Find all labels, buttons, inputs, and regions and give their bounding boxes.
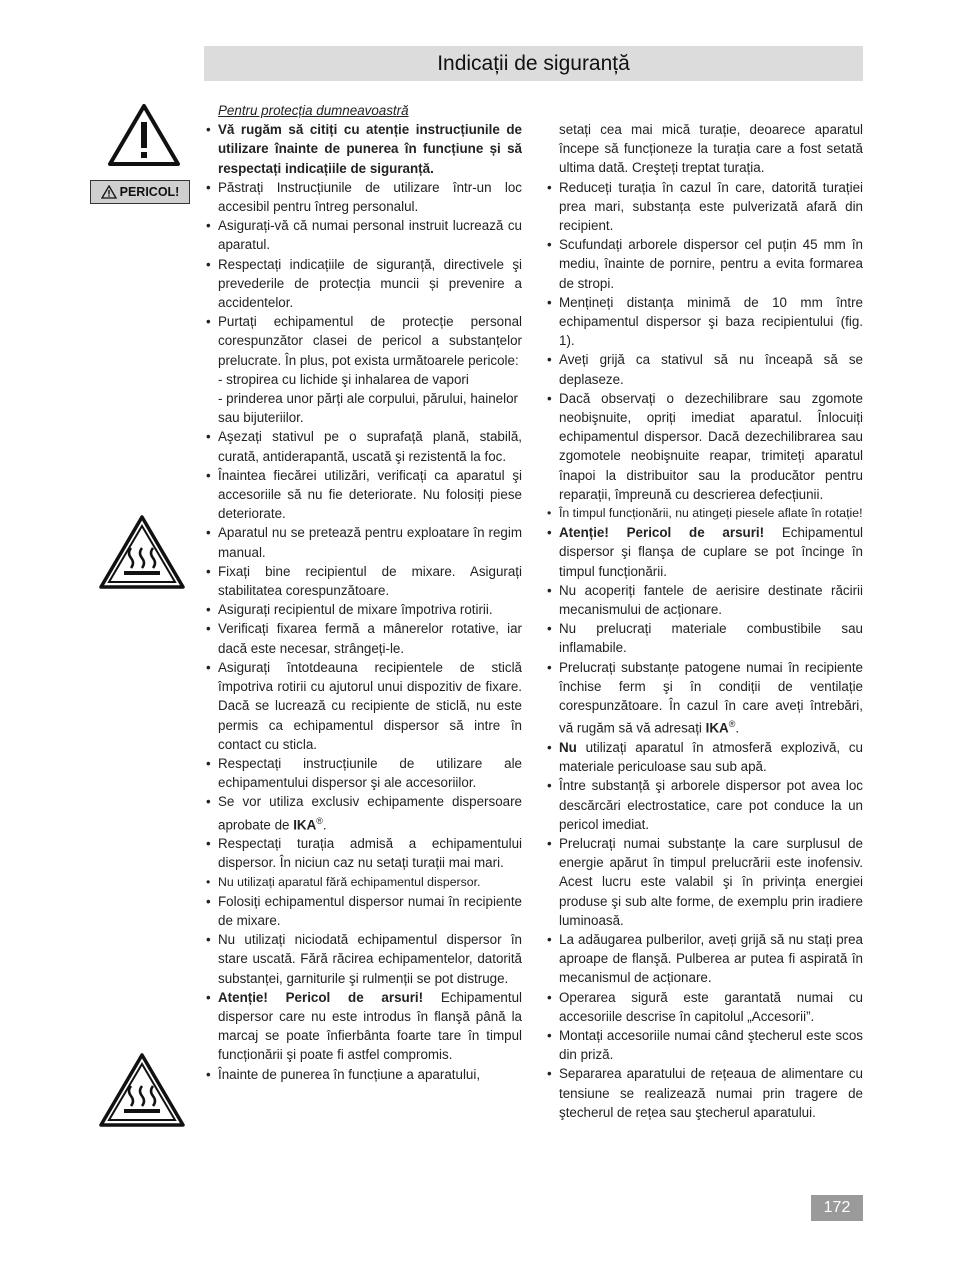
bullet-icon: • <box>206 1066 211 1082</box>
item-text: Folosiți echipamentul dispersor numai în recipiente de mixare. <box>218 893 522 928</box>
list-item <box>204 873 522 892</box>
sub-item: - prinderea unor părți ale corpului, părului, hainelor sau bijuteriilor. <box>218 391 518 426</box>
list-item <box>545 619 863 657</box>
item-text: Înainte de punerea în funcțiune a aparatului, <box>218 1066 481 1082</box>
bullet-icon: • <box>206 122 211 138</box>
list-item <box>204 255 522 313</box>
item-text: Scufundați arborele dispersor cel puțin 45 mm în mediu, înainte de pornire, pentru a evita formarea de stropi. <box>559 237 863 291</box>
item-text: Se vor utiliza exclusiv echipamente dispersoare aprobate de <box>218 794 522 832</box>
page-title-bar <box>204 46 863 81</box>
list-item <box>545 178 863 236</box>
item-text: Verificați fixarea fermă a mânerelor rotative, iar dacă este necesar, strângeți-le. <box>218 621 522 656</box>
bullet-icon: • <box>547 179 552 195</box>
item-tail: . <box>322 816 327 832</box>
list-item <box>545 235 863 293</box>
warning-small-icon <box>101 185 117 199</box>
list-item <box>545 834 863 930</box>
list-item <box>204 792 522 834</box>
item-text: Fixați bine recipientul de mixare. Asigurați stabilitatea corespunzătoare. <box>218 563 522 599</box>
item-text: Respectați indicațiile de siguranță, directivele şi prevederile de protecția muncii și prevenire a accidentelor. <box>218 256 522 311</box>
item-text: Nu utilizați aparatul fără echipamentul dispersor. <box>218 874 481 889</box>
bullet-icon: • <box>206 932 211 948</box>
bullet-icon: • <box>206 525 211 541</box>
item-text: Păstrați Instrucțiunile de utilizare într-un loc accesibil pentru întreg personalul. <box>218 179 522 215</box>
list-item <box>204 216 522 254</box>
bullet-icon: • <box>547 932 552 947</box>
brand-name: IKA <box>293 816 317 832</box>
item-text: utilizați aparatul în atmosferă explozivă, cu materiale periculoase sau sub apă. <box>559 739 863 775</box>
item-text: Nu prelucrați materiale combustibile sau inflamabile. <box>559 621 863 656</box>
hot-surface-icon <box>98 514 186 590</box>
page-title: Indicații de siguranță <box>437 51 630 75</box>
item-emphasis: Nu <box>559 739 577 755</box>
right-column <box>545 120 863 1122</box>
bullet-icon: • <box>206 621 211 637</box>
bullet-icon: • <box>547 835 552 851</box>
bullet-icon: • <box>547 1066 552 1082</box>
bullet-icon: • <box>547 525 552 541</box>
right-safety-list <box>545 178 863 1122</box>
section-lead: Pentru protecția dumneavoastră <box>218 103 409 118</box>
list-item <box>204 892 522 930</box>
list-item <box>204 466 522 524</box>
item-text: Mențineți distanța minimă de 10 mm între echipamentul dispersor şi baza recipientului (fig. 1). <box>559 294 863 349</box>
list-item <box>204 619 522 657</box>
item-text: Respectați instrucțiunile de utilizare ale echipamentului dispersor şi ale accesoriilor. <box>218 755 522 791</box>
page-number: 172 <box>811 1195 863 1221</box>
left-column <box>204 101 522 1084</box>
item-text: Operarea sigură este garantată numai cu accesoriile descrise în capitolul „Accesorii”. <box>559 989 863 1024</box>
item-emphasis: Atenție! Pericol de arsuri! <box>218 989 424 1005</box>
bullet-icon: • <box>206 179 211 195</box>
item-text: Aparatul nu se pretează pentru exploatare în regim manual. <box>218 525 522 560</box>
list-item <box>545 523 863 581</box>
list-item <box>545 389 863 504</box>
list-item <box>545 776 863 834</box>
bullet-icon: • <box>547 582 552 598</box>
item-text: Respectați turația admisă a echipamentului dispersor. În niciun caz nu setați turații mai mari. <box>218 836 522 871</box>
list-item <box>545 738 863 776</box>
danger-badge <box>90 180 190 204</box>
item-emphasis: Atenție! Pericol de arsuri! <box>559 525 765 541</box>
bullet-icon: • <box>547 506 552 521</box>
list-item <box>204 178 522 216</box>
registered-mark: ® <box>316 815 323 826</box>
item-text: Dacă observați o dezechilibrare sau zgomote neobişnuite, opriți imediat aparatul. Înlocuiți echipamentul dispersor. Dacă dezechilibrarea sau zgomotele neobişnuite reapar, trimiteți aparatul înapoi la distribuitor sau la producător pentru reparații, împreună cu descrierea defecțiunii. <box>559 390 863 502</box>
bullet-icon: • <box>547 390 552 406</box>
list-item <box>545 350 863 388</box>
bullet-icon: • <box>547 778 552 794</box>
item-text: Echipamentul dispersor şi flanşa de cuplare se pot încinge în timpul funcționării. <box>559 525 863 579</box>
item-text: Purtați echipamentul de protecție personal corespunzător clasei de pericol a substanțelor prelucrate. În plus, pot exista următoarele pericole: <box>218 314 522 368</box>
bullet-icon: • <box>206 836 211 852</box>
bullet-icon: • <box>206 874 211 889</box>
brand-name: IKA <box>705 720 729 736</box>
bullet-icon: • <box>547 739 552 755</box>
list-item <box>545 658 863 738</box>
bullet-icon: • <box>547 237 552 253</box>
registered-mark: ® <box>728 719 736 730</box>
bullet-icon: • <box>206 893 211 909</box>
item-text: Nu utilizați niciodată echipamentul dispersor în stare uscată. Fără răcirea echipamentelor, datorită substanței, garniturile şi rulmenții se pot distruge. <box>218 932 522 986</box>
continuation-text: setați cea mai mică turație, deoarece aparatul începe să funcționeze la turația care a fost setată ultima dată. Creşteți treptat turația. <box>559 122 863 176</box>
bullet-icon: • <box>547 294 552 310</box>
item-text: Reduceți turația în cazul în care, datorită turației prea mari, substanța este pulverizată afară din recipient. <box>559 179 863 234</box>
list-item <box>545 988 863 1026</box>
list-item <box>204 427 522 465</box>
sub-item: - stropirea cu lichide şi inhalarea de vapori <box>218 371 469 387</box>
hot-surface-icon <box>98 1052 186 1128</box>
item-text: Asigurați recipientul de mixare împotriva rotirii. <box>218 602 493 618</box>
item-tail: . <box>735 720 740 736</box>
bullet-icon: • <box>547 621 552 637</box>
list-item <box>204 600 522 619</box>
item-text: Separarea aparatului de rețeaua de alimentare cu tensiune se realizează numai prin tragere de ştecherul de rețea sau ştecherul aparatului. <box>559 1066 863 1120</box>
item-text: La adăugarea pulberilor, aveți grijă să nu stați prea aproape de flanşă. Pulberea ar putea fi aspirată în mecanismul de acționare. <box>559 932 863 986</box>
item-text: Aşezați stativul pe o suprafață plană, stabilă, curată, antiderapantă, uscată şi rezistentă la foc. <box>218 429 522 464</box>
list-item <box>204 930 522 988</box>
bullet-icon: • <box>206 602 211 618</box>
item-text: Asigurați-vă că numai personal instruit lucrează cu aparatul. <box>218 218 522 253</box>
bullet-icon: • <box>547 989 552 1005</box>
bullet-icon: • <box>206 256 211 272</box>
item-emphasis: Vă rugăm să citiți cu atenție instrucțiunile de utilizare înainte de punerea în funcțiune și să respectați indicațiile de siguranță. <box>218 122 522 176</box>
bullet-icon: • <box>206 467 211 483</box>
list-item <box>545 293 863 351</box>
item-text: Aveți grijă ca stativul să nu înceapă să se deplaseze. <box>559 352 863 387</box>
list-item <box>204 754 522 792</box>
list-item <box>204 658 522 754</box>
list-item <box>545 1026 863 1064</box>
item-text: Nu acoperiți fantele de aerisire destinate răcirii mecanismului de acționare. <box>559 582 863 618</box>
bullet-icon: • <box>547 1028 552 1044</box>
bullet-icon: • <box>206 218 211 234</box>
list-item <box>545 504 863 523</box>
list-item <box>204 562 522 600</box>
bullet-icon: • <box>206 563 211 579</box>
item-text: Înaintea fiecărei utilizări, verificați ca aparatul şi accesoriile să nu fie deteriorate. Nu folosiți piese deteriorate. <box>218 467 522 522</box>
item-text: Montați accesoriile numai când ştecherul este scos din priză. <box>559 1028 863 1063</box>
list-item <box>545 581 863 619</box>
item-text: Între substanță şi arborele dispersor pot avea loc descărcări electrostatice, care pot conduce la un pericol imediat. <box>559 778 863 832</box>
item-text: Prelucrați numai substanțe la care surplusul de energie apărut în timpul prelucrării este inofensiv. Acest lucru este valabil şi în privința energiei produse şi sub alte forme, de exemplu prin iradiere luminoasă. <box>559 835 863 928</box>
bullet-icon: • <box>206 429 211 445</box>
list-item <box>204 834 522 872</box>
list-item <box>204 312 522 370</box>
bullet-icon: • <box>206 659 211 675</box>
item-text: Prelucrați substanțe patogene numai în recipiente închise ferm şi în condiții de ventilație corespunzătoare. În cazul în care aveți întrebări, vă rugăm să vă adresați <box>559 659 863 736</box>
bullet-icon: • <box>206 314 211 330</box>
list-item <box>204 120 522 178</box>
bullet-icon: • <box>206 794 211 810</box>
danger-badge-label: PERICOL! <box>119 185 180 199</box>
list-item <box>204 523 522 561</box>
list-item <box>204 1065 522 1084</box>
bullet-icon: • <box>547 352 552 368</box>
item-text: În timpul funcționării, nu atingeți piesele aflate în rotație! <box>559 506 863 521</box>
list-item <box>204 988 522 1065</box>
list-item <box>545 1064 863 1122</box>
bullet-icon: • <box>206 755 211 771</box>
left-safety-list <box>204 120 522 1084</box>
item-text: Asigurați întotdeauna recipientele de sticlă împotriva rotirii cu ajutorul unui dispozitiv de fixare. Dacă se lucrează cu recipiente de sticlă, nu este permis ca echipamentul dispersor să intre în contact cu sticla. <box>218 659 522 752</box>
list-item <box>545 930 863 988</box>
warning-triangle-icon <box>106 102 182 168</box>
bullet-icon: • <box>206 989 211 1005</box>
item-text: Echipamentul dispersor care nu este introdus în flanşă până la marcaj se poate înfierbânta foarte tare în timpul funcționării şi poate fi astfel compromis. <box>218 989 522 1063</box>
bullet-icon: • <box>547 659 552 675</box>
